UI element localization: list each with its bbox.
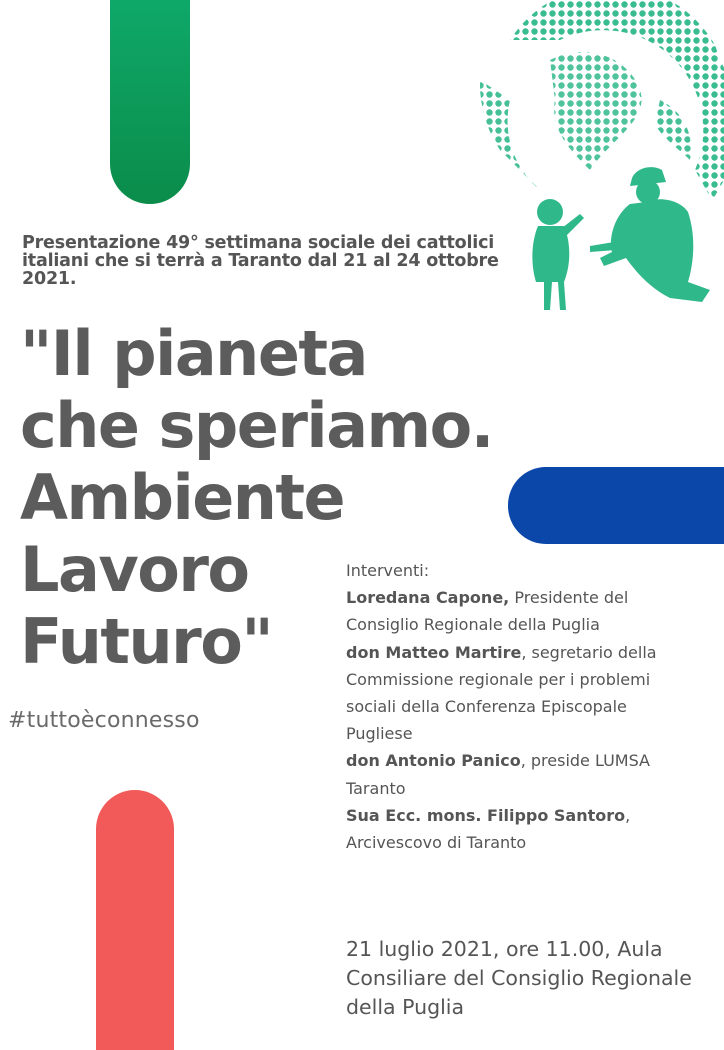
speaker-role: , segretario della: [521, 642, 657, 662]
speakers-heading: Interventi:: [346, 561, 430, 580]
speaker-role: sociali della Conferenza Episcopale: [346, 697, 627, 717]
event-line: Consiliare del Consiglio Regionale: [346, 966, 692, 990]
speaker-name: don Matteo Martire: [346, 642, 522, 662]
speaker-name: don Antonio Panico: [346, 751, 521, 771]
speaker-line: [346, 639, 716, 666]
title-line: "Il pianeta: [20, 317, 367, 390]
event-line: 21 luglio 2021, ore 11.00, Aula: [346, 937, 663, 961]
event-intro: [22, 234, 542, 288]
hashtag: #tuttoèconnesso: [8, 708, 200, 733]
intro-line: Presentazione 49° settimana sociale dei cattolici: [22, 233, 495, 253]
speakers-list: [346, 557, 716, 856]
speaker-role: Commissione regionale per i problemi: [346, 669, 651, 689]
speaker-role: Consiglio Regionale della Puglia: [346, 615, 600, 635]
speaker-role: Presidente del: [509, 588, 629, 608]
event-line: della Puglia: [346, 995, 465, 1019]
title-line: Ambiente: [20, 461, 345, 534]
speaker-line: [346, 584, 716, 611]
red-decor-bar: [96, 790, 174, 1050]
event-date-location: [346, 935, 724, 1022]
speaker-line: [346, 802, 716, 829]
intro-line: 2021.: [22, 269, 77, 289]
title-line: Lavoro: [20, 533, 249, 606]
title-line: che speriamo.: [20, 389, 493, 462]
intro-line: italiani che si terrà a Taranto dal 21 al 24 ottobre: [22, 251, 499, 271]
speaker-name: Loredana Capone,: [346, 588, 510, 608]
speaker-role: Taranto: [346, 778, 406, 798]
speaker-line: [346, 747, 716, 774]
green-decor-bar: [110, 0, 190, 204]
speaker-name: Sua Ecc. mons. Filippo Santoro: [346, 805, 626, 825]
speaker-role: Arcivescovo di Taranto: [346, 833, 527, 853]
speaker-role: , preside LUMSA: [520, 751, 650, 771]
speaker-role: Pugliese: [346, 724, 413, 744]
title-line: Futuro": [20, 605, 273, 678]
speaker-role: ,: [625, 805, 631, 825]
